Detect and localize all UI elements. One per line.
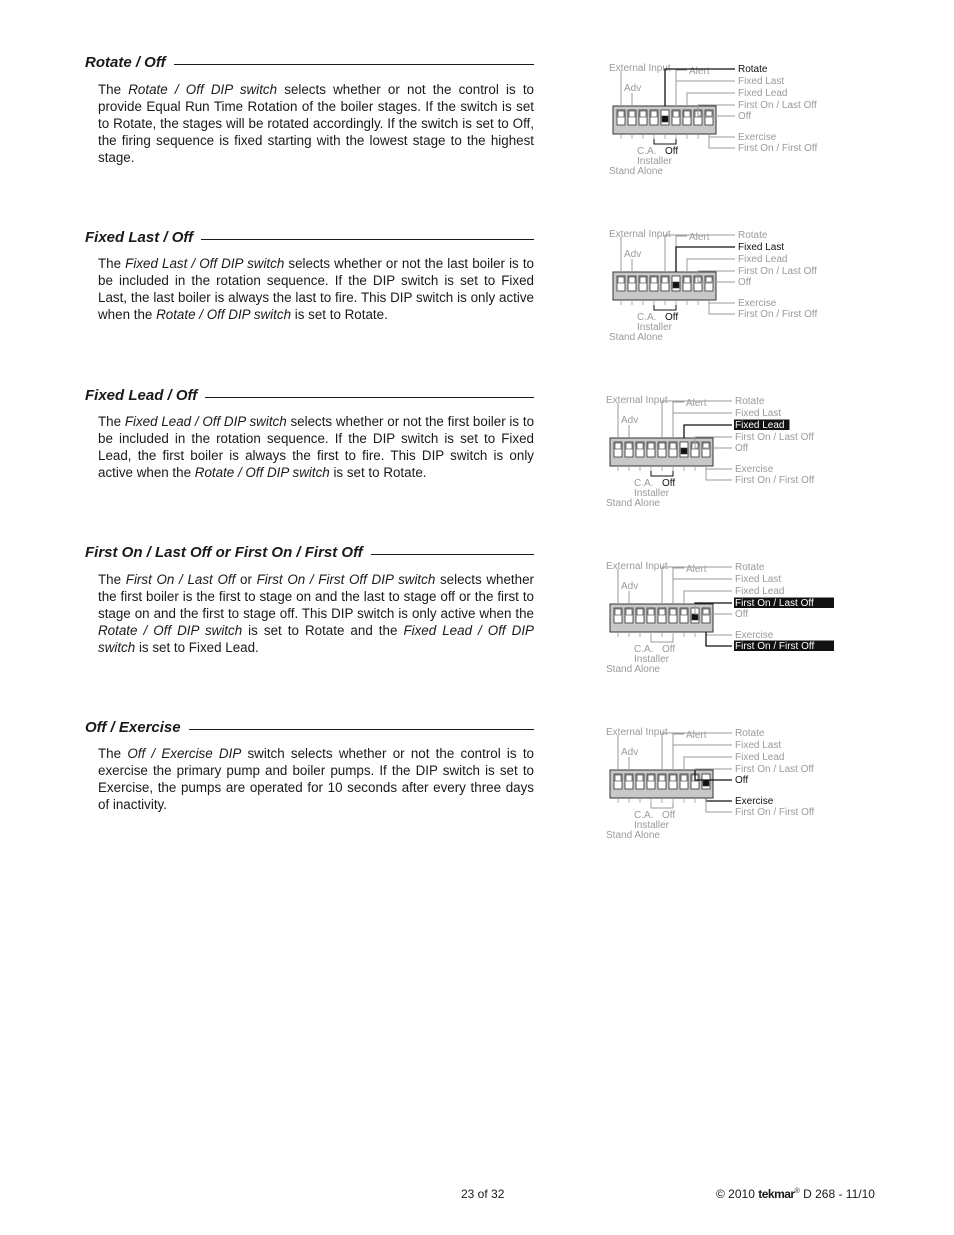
option-leader xyxy=(684,591,732,604)
option-label: First On / Last Off xyxy=(735,764,814,775)
option-label: Off xyxy=(735,443,749,454)
dip-switch-lever xyxy=(640,277,646,283)
external-input-label: External Input xyxy=(606,561,668,572)
section-heading-text: Rotate / Off xyxy=(85,54,174,71)
section-body xyxy=(98,745,534,813)
dip-switch-lever xyxy=(648,609,654,615)
option-label: First On / Last Off xyxy=(735,598,814,609)
copyright-text: © 2010 xyxy=(716,1187,755,1201)
option-label: Fixed Lead xyxy=(735,420,785,431)
dip-switch-lever xyxy=(703,780,709,786)
dip-switch-lever xyxy=(662,116,668,122)
dip-switch-lever xyxy=(615,609,621,615)
option-label: Exercise xyxy=(738,298,777,309)
italic-term: Off / Exercise DIP xyxy=(127,746,242,761)
stand-alone-label: Stand Alone xyxy=(609,332,663,343)
section-body xyxy=(98,413,534,481)
option-label: Exercise xyxy=(735,630,774,641)
italic-term: Fixed Lead / Off DIP switch xyxy=(98,623,534,655)
dip-switch-lever xyxy=(670,775,676,781)
dip-switch-lever xyxy=(681,775,687,781)
dip-switch-diagram xyxy=(607,226,837,351)
italic-term: Fixed Last / Off DIP switch xyxy=(125,256,285,271)
option-label: Exercise xyxy=(735,796,774,807)
bottom-off-label: Off xyxy=(662,478,676,489)
footer-copyright xyxy=(716,1187,875,1201)
section-heading xyxy=(85,387,534,405)
installer-label: Installer xyxy=(634,654,670,665)
option-leader xyxy=(709,134,735,148)
dip-switch-lever xyxy=(637,609,643,615)
option-label: Fixed Lead xyxy=(735,752,785,763)
dip-switch-lever xyxy=(618,111,624,117)
dip-switch-lever xyxy=(684,111,690,117)
alert-label: Alert xyxy=(689,232,710,243)
bottom-off-label: Off xyxy=(662,644,676,655)
brand-logo: tekmar xyxy=(758,1187,795,1201)
option-label: First On / Last Off xyxy=(738,100,817,111)
body-text: is set to Fixed Lead. xyxy=(135,640,259,655)
body-text: The xyxy=(98,414,125,429)
italic-term: Rotate / Off DIP switch xyxy=(156,307,292,322)
off-bracket xyxy=(651,637,673,642)
option-leader xyxy=(706,466,732,480)
option-label: Off xyxy=(735,775,749,786)
section-heading-text: Off / Exercise xyxy=(85,719,189,736)
option-label: First On / First Off xyxy=(738,143,818,154)
ca-label: C.A. xyxy=(634,810,654,821)
document-code: D 268 - 11/10 xyxy=(803,1187,875,1201)
body-text: The xyxy=(98,572,126,587)
section-heading xyxy=(85,544,534,562)
ca-label: C.A. xyxy=(634,478,654,489)
option-leader xyxy=(687,259,735,272)
option-label: Fixed Last xyxy=(735,408,782,419)
option-label: Exercise xyxy=(738,132,777,143)
dip-switch-lever xyxy=(629,111,635,117)
alert-leader xyxy=(676,70,687,106)
option-label: Rotate xyxy=(735,396,765,407)
installer-label: Installer xyxy=(634,820,670,831)
body-text: is set to Rotate. xyxy=(329,465,427,480)
external-input-label: External Input xyxy=(609,63,671,74)
option-leader xyxy=(709,300,735,314)
body-text: is set to Rotate and the xyxy=(242,623,404,638)
body-text: The xyxy=(98,746,128,761)
page-number: 23 of 32 xyxy=(461,1187,505,1201)
dip-switch-lever xyxy=(626,609,632,615)
option-leader xyxy=(684,425,732,438)
dip-switch-lever xyxy=(640,111,646,117)
dip-switch-lever xyxy=(637,775,643,781)
dip-switch-diagram xyxy=(604,724,834,849)
dip-switch-lever xyxy=(681,609,687,615)
body-text: is set to Rotate. xyxy=(291,307,388,322)
external-input-label: External Input xyxy=(606,727,668,738)
italic-term: First On / First Off DIP switch xyxy=(256,572,436,587)
stand-alone-label: Stand Alone xyxy=(606,830,660,841)
dip-switch-lever xyxy=(673,111,679,117)
option-label: Off xyxy=(738,277,752,288)
dip-switch-lever xyxy=(618,277,624,283)
off-bracket xyxy=(651,803,673,808)
italic-term: Rotate / Off DIP switch xyxy=(98,623,243,638)
installer-label: Installer xyxy=(637,322,673,333)
option-label: Off xyxy=(735,609,749,620)
dip-switch-lever xyxy=(659,443,665,449)
section-heading-text: Fixed Lead / Off xyxy=(85,387,205,404)
option-label: Off xyxy=(738,111,752,122)
dip-switch-lever xyxy=(648,775,654,781)
option-label: Fixed Last xyxy=(735,574,782,585)
body-text: selects whether or not the first boiler is to be included in the rotation sequence. If the DIP switch is set to Fixed Lead, the first boiler is always the first to fire. This DIP switch is only active when the xyxy=(98,414,535,480)
alert-leader xyxy=(676,236,687,272)
stand-alone-label: Stand Alone xyxy=(606,664,660,675)
ca-label: C.A. xyxy=(637,146,657,157)
bottom-off-label: Off xyxy=(662,810,676,821)
body-text: selects whether or not the last boiler is to be included in the rotation sequence. If the DIP switch is set to Fixed Last, the last boiler is always the last to fire. This DIP switch is only active when the xyxy=(98,256,534,322)
section-heading xyxy=(85,54,534,72)
ca-label: C.A. xyxy=(634,644,654,655)
option-label: First On / Last Off xyxy=(735,432,814,443)
option-label: Exercise xyxy=(735,464,774,475)
dip-switch-lever xyxy=(629,277,635,283)
alert-label: Alert xyxy=(686,564,707,575)
dip-switch-lever xyxy=(648,443,654,449)
italic-term: Rotate / Off DIP switch xyxy=(194,465,330,480)
section-body xyxy=(98,571,534,656)
installer-label: Installer xyxy=(634,488,670,499)
section-heading-text: Fixed Last / Off xyxy=(85,229,201,246)
dip-switch-lever xyxy=(651,111,657,117)
option-label: Rotate xyxy=(738,230,768,241)
registered-mark: ® xyxy=(794,1188,800,1195)
dip-switch-lever xyxy=(681,448,687,454)
option-label: Fixed Lead xyxy=(735,586,785,597)
option-leader xyxy=(684,757,732,770)
body-text: selects whether or not the control is to provide Equal Run Time Rotation of the boiler stages. If the switch is set to Rotate, the stages will be rotated accordingly. If the switch is set to Off, the firing sequence is fixed starting with the lowest stage to the highest stage. xyxy=(98,82,534,165)
option-label: Fixed Lead xyxy=(738,254,788,265)
dip-switch-lever xyxy=(673,282,679,288)
section-heading xyxy=(85,229,534,247)
body-text: switch selects whether or not the control is to exercise the primary pump and boiler pumps. If the DIP switch is set to Exercise, the pumps are operated for 10 seconds after every three days of inactivity. xyxy=(98,746,535,812)
option-label: Fixed Last xyxy=(738,242,785,253)
dip-switch-lever xyxy=(659,609,665,615)
installer-label: Installer xyxy=(637,156,673,167)
bottom-off-label: Off xyxy=(665,312,679,323)
option-label: First On / First Off xyxy=(738,309,818,320)
dip-switch-lever xyxy=(615,775,621,781)
option-leader xyxy=(706,798,732,812)
option-label: Fixed Lead xyxy=(738,88,788,99)
body-text: The xyxy=(98,256,126,271)
option-label: Fixed Last xyxy=(738,76,785,87)
alert-label: Alert xyxy=(689,66,710,77)
section-heading-text: First On / Last Off or First On / First Off xyxy=(85,544,371,561)
adv-label: Adv xyxy=(624,249,642,260)
adv-label: Adv xyxy=(624,83,642,94)
option-label: First On / First Off xyxy=(735,807,815,818)
dip-switch-diagram xyxy=(604,558,834,683)
off-bracket xyxy=(654,305,676,310)
adv-label: Adv xyxy=(621,581,639,592)
option-label: Fixed Last xyxy=(735,740,782,751)
dip-switch-lever xyxy=(662,277,668,283)
alert-label: Alert xyxy=(686,398,707,409)
dip-switch-lever xyxy=(626,443,632,449)
body-text: or xyxy=(235,572,257,587)
dip-switch-diagram xyxy=(607,60,837,185)
adv-label: Adv xyxy=(621,747,639,758)
off-bracket xyxy=(651,471,673,476)
alert-leader xyxy=(673,568,684,604)
option-label: First On / First Off xyxy=(735,475,815,486)
option-label: Rotate xyxy=(735,728,765,739)
dip-switch-lever xyxy=(659,775,665,781)
dip-switch-lever xyxy=(670,443,676,449)
dip-switch-lever xyxy=(684,277,690,283)
adv-label: Adv xyxy=(621,415,639,426)
stand-alone-label: Stand Alone xyxy=(606,498,660,509)
dip-switch-lever xyxy=(637,443,643,449)
off-bracket xyxy=(654,139,676,144)
italic-term: Fixed Lead / Off DIP switch xyxy=(124,414,287,429)
dip-switch-lever xyxy=(615,443,621,449)
external-input-label: External Input xyxy=(606,395,668,406)
option-leader xyxy=(687,93,735,106)
italic-term: First On / Last Off xyxy=(125,572,236,587)
dip-switch-lever xyxy=(670,609,676,615)
external-input-label: External Input xyxy=(609,229,671,240)
section-body xyxy=(98,81,534,166)
body-text: selects whether the first boiler is the first to stage on and the last to stage off or the first to stage on and the first to stage off. This DIP switch is only active when the xyxy=(98,572,534,621)
dip-switch-lever xyxy=(651,277,657,283)
alert-leader xyxy=(673,734,684,770)
option-label: First On / Last Off xyxy=(738,266,817,277)
option-leader xyxy=(706,632,732,646)
option-label: Rotate xyxy=(738,64,768,75)
body-text: The xyxy=(98,82,129,97)
section-body xyxy=(98,255,534,323)
option-label: Rotate xyxy=(735,562,765,573)
option-label: First On / First Off xyxy=(735,641,815,652)
bottom-off-label: Off xyxy=(665,146,679,157)
ca-label: C.A. xyxy=(637,312,657,323)
alert-label: Alert xyxy=(686,730,707,741)
dip-switch-diagram xyxy=(604,392,834,517)
stand-alone-label: Stand Alone xyxy=(609,166,663,177)
dip-switch-lever xyxy=(692,614,698,620)
section-heading xyxy=(85,719,534,737)
dip-switch-lever xyxy=(626,775,632,781)
italic-term: Rotate / Off DIP switch xyxy=(128,82,278,97)
alert-leader xyxy=(673,402,684,438)
